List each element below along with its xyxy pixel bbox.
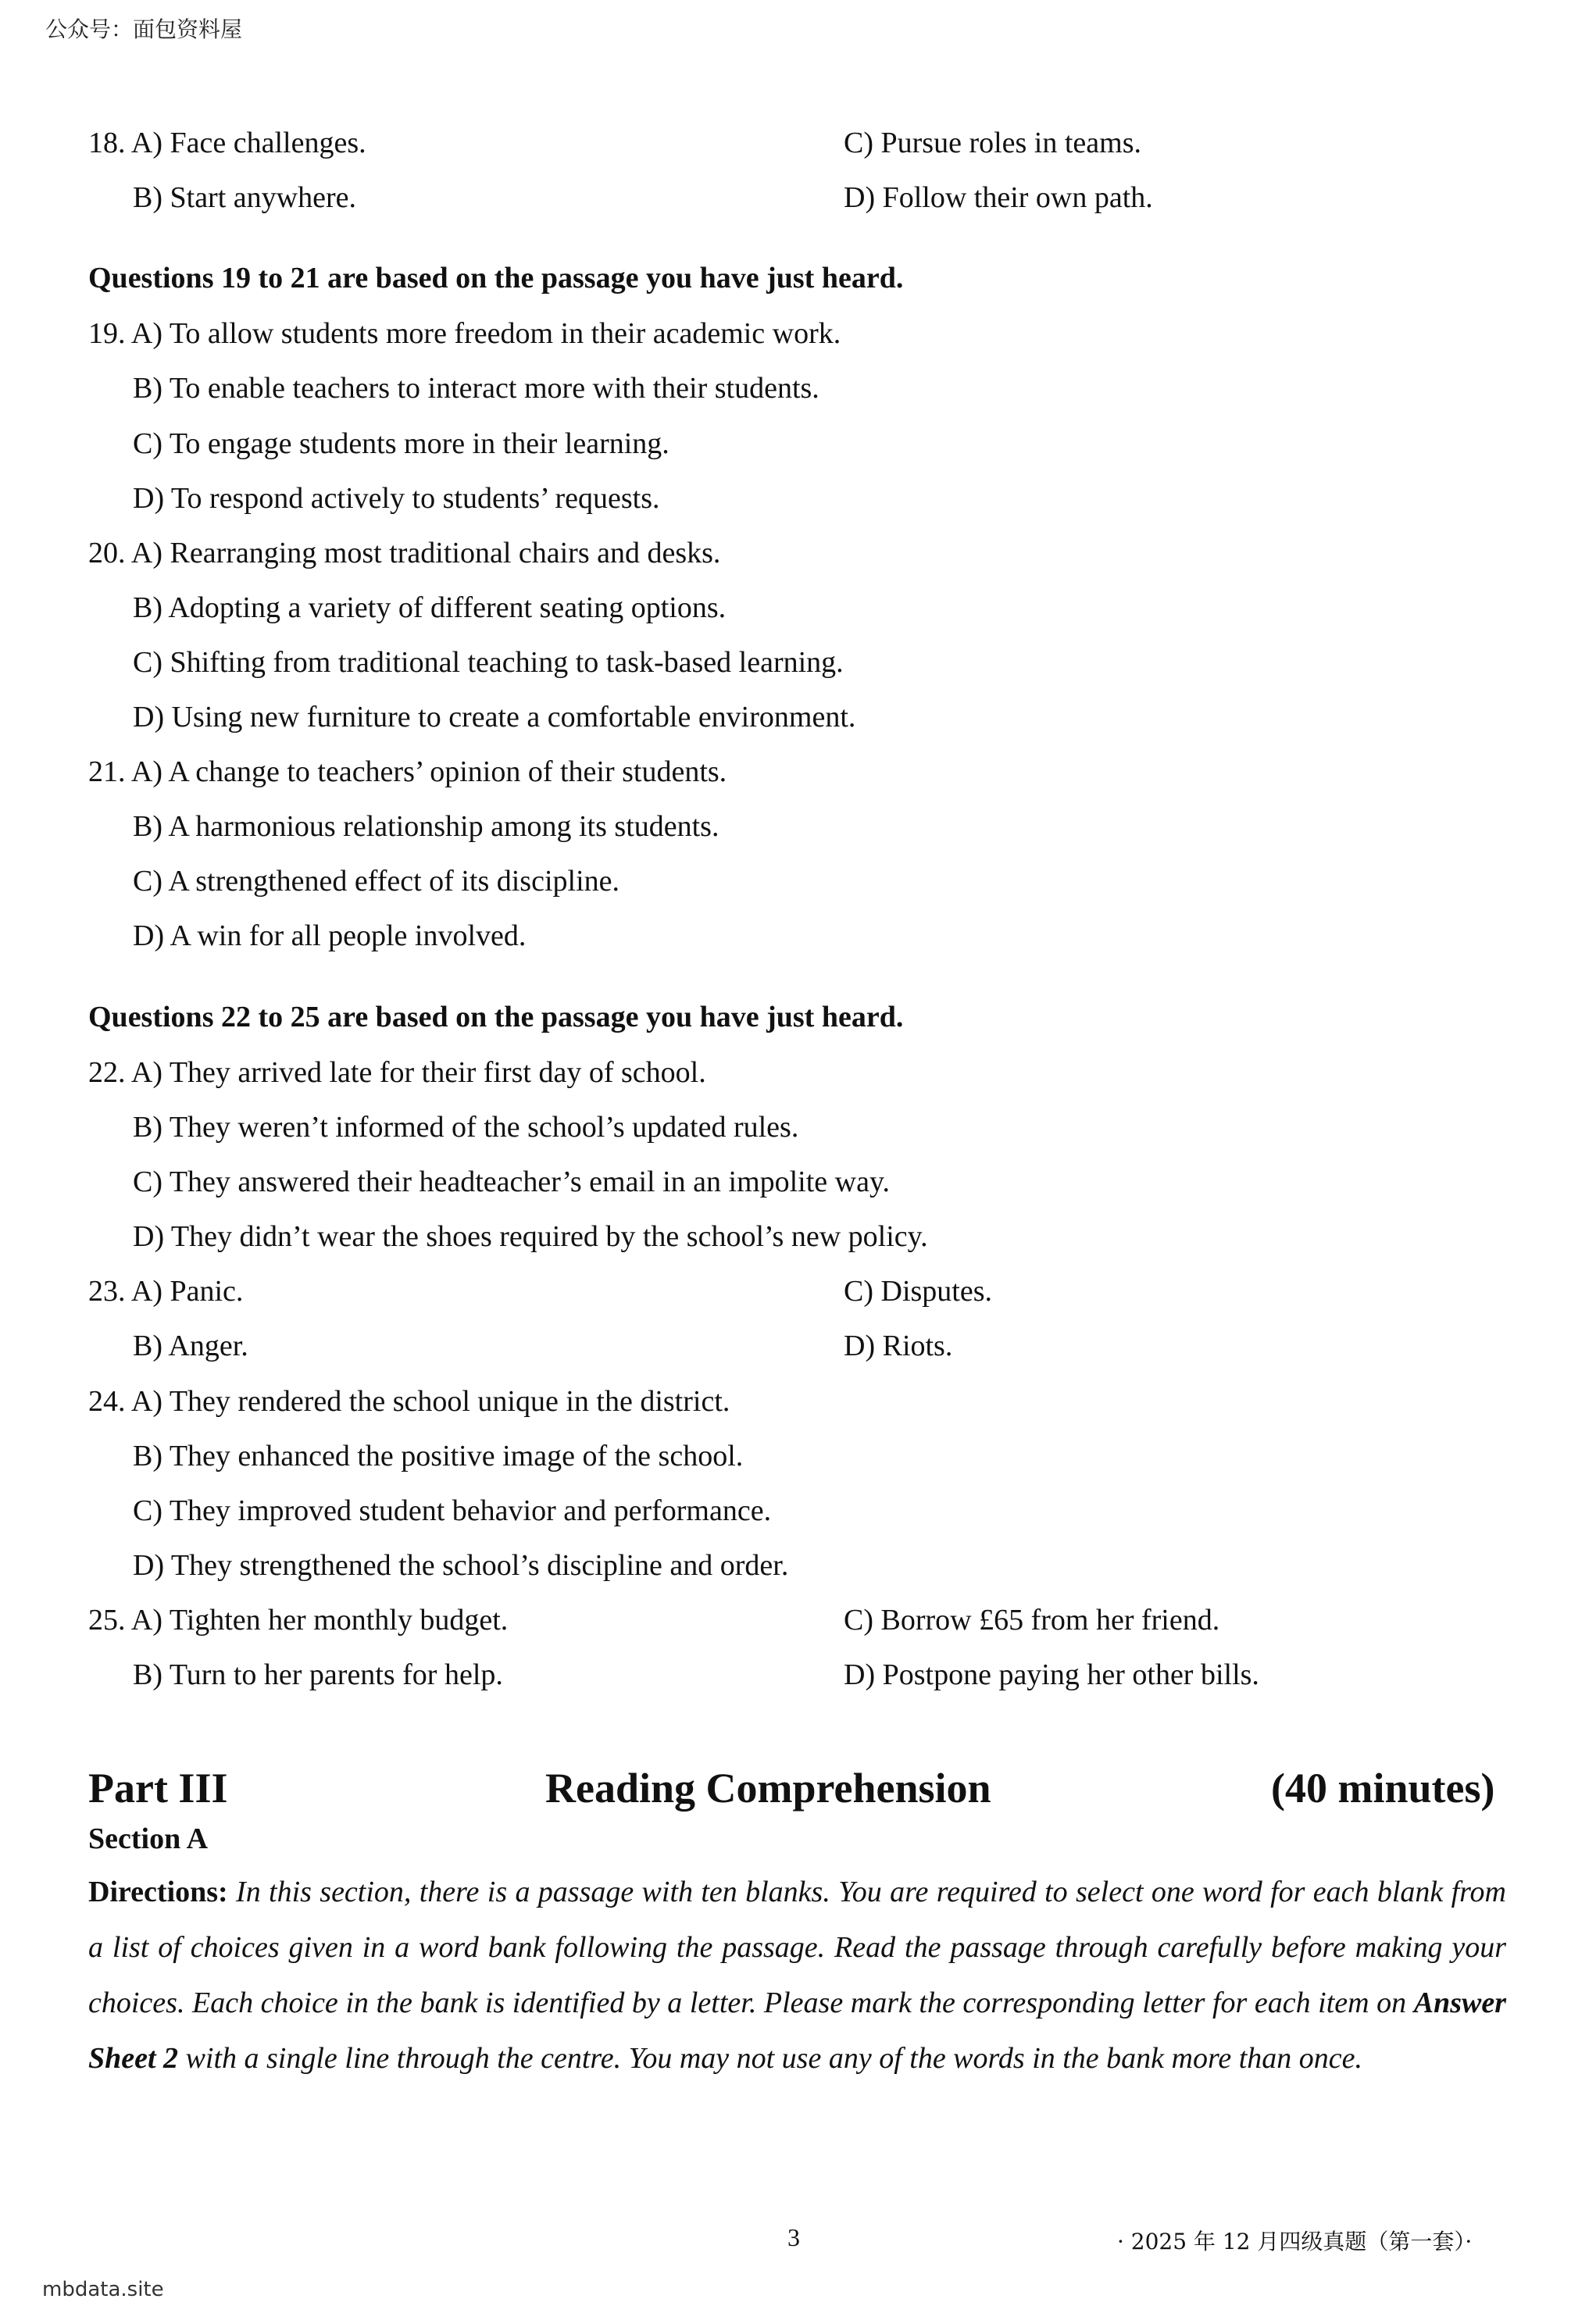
q22-option-c: C) They answered their headteacher’s email in an impolite way. bbox=[133, 1165, 890, 1198]
q25-option-b: B) Turn to her parents for help. bbox=[133, 1658, 503, 1691]
q21-option-d: D) A win for all people involved. bbox=[133, 919, 527, 952]
q19-option-d: D) To respond actively to students’ requests. bbox=[133, 482, 660, 515]
q20-option-a: 20. A) Rearranging most traditional chairs and desks. bbox=[88, 537, 721, 569]
part-label: Part III bbox=[88, 1765, 228, 1812]
q21-option-c: C) A strengthened effect of its discipline. bbox=[133, 865, 619, 898]
q20-option-b: B) Adopting a variety of different seating options. bbox=[133, 591, 727, 624]
q24-option-a: 24. A) They rendered the school unique in the district. bbox=[88, 1385, 730, 1418]
part-time: (40 minutes) bbox=[1271, 1765, 1495, 1812]
q23-option-d: D) Riots. bbox=[844, 1330, 953, 1362]
watermark-header: 公众号：面包资料屋 bbox=[45, 16, 243, 42]
answer-sheet-ref: Answer Sheet 2 bbox=[88, 1987, 1506, 2075]
directions-text-1: In this section, there is a passage with ten blanks. You are required to select one word for each blank from a list of choices given in a word bank following the passage. Read the passage through carefully before making your choices. Each choice in the bank is identified by a letter. Please mark the corresponding letter for each item on bbox=[88, 1876, 1506, 2019]
q23-option-c: C) Disputes. bbox=[844, 1275, 992, 1308]
q18-option-b: B) Start anywhere. bbox=[133, 181, 356, 214]
q23-option-b: B) Anger. bbox=[133, 1330, 248, 1362]
group-header-22-25: Questions 22 to 25 are based on the passage you have just heard. bbox=[88, 1001, 904, 1033]
q18-option-a: 18. A) Face challenges. bbox=[88, 127, 366, 159]
q18-option-d: D) Follow their own path. bbox=[844, 181, 1153, 214]
q19-option-b: B) To enable teachers to interact more with their students. bbox=[133, 372, 819, 405]
part-title: Reading Comprehension bbox=[545, 1765, 991, 1812]
q19-option-c: C) To engage students more in their learning. bbox=[133, 427, 669, 460]
directions-text-2: with a single line through the centre. You may not use any of the words in the bank more than once. bbox=[185, 2042, 1363, 2075]
q21-option-a: 21. A) A change to teachers’ opinion of their students. bbox=[88, 755, 727, 788]
q24-option-b: B) They enhanced the positive image of the school. bbox=[133, 1440, 744, 1472]
directions-label: Directions: bbox=[88, 1876, 228, 1908]
q22-option-d: D) They didn’t wear the shoes required by the school’s new policy. bbox=[133, 1220, 928, 1253]
q23-option-a: 23. A) Panic. bbox=[88, 1275, 244, 1308]
section-title: Section A bbox=[88, 1822, 209, 1855]
site-watermark: mbdata.site bbox=[42, 2278, 164, 2301]
q20-option-d: D) Using new furniture to create a comfortable environment. bbox=[133, 701, 856, 734]
page-number: 3 bbox=[787, 2223, 800, 2251]
q22-option-b: B) They weren’t informed of the school’s updated rules. bbox=[133, 1111, 799, 1144]
q19-option-a: 19. A) To allow students more freedom in their academic work. bbox=[88, 317, 841, 350]
q25-option-a: 25. A) Tighten her monthly budget. bbox=[88, 1604, 509, 1637]
q21-option-b: B) A harmonious relationship among its students. bbox=[133, 810, 719, 843]
footer-title: · 2025 年 12 月四级真题（第一套）· bbox=[1117, 2229, 1473, 2254]
directions-paragraph bbox=[88, 1865, 1506, 2086]
q25-option-d: D) Postpone paying her other bills. bbox=[844, 1658, 1259, 1691]
q24-option-c: C) They improved student behavior and performance. bbox=[133, 1494, 772, 1527]
q24-option-d: D) They strengthened the school’s discipline and order. bbox=[133, 1549, 789, 1582]
group-header-19-21: Questions 19 to 21 are based on the passage you have just heard. bbox=[88, 262, 904, 294]
q25-option-c: C) Borrow £65 from her friend. bbox=[844, 1604, 1220, 1637]
q22-option-a: 22. A) They arrived late for their first day of school. bbox=[88, 1056, 706, 1089]
q20-option-c: C) Shifting from traditional teaching to task-based learning. bbox=[133, 646, 844, 679]
q18-option-c: C) Pursue roles in teams. bbox=[844, 127, 1142, 159]
